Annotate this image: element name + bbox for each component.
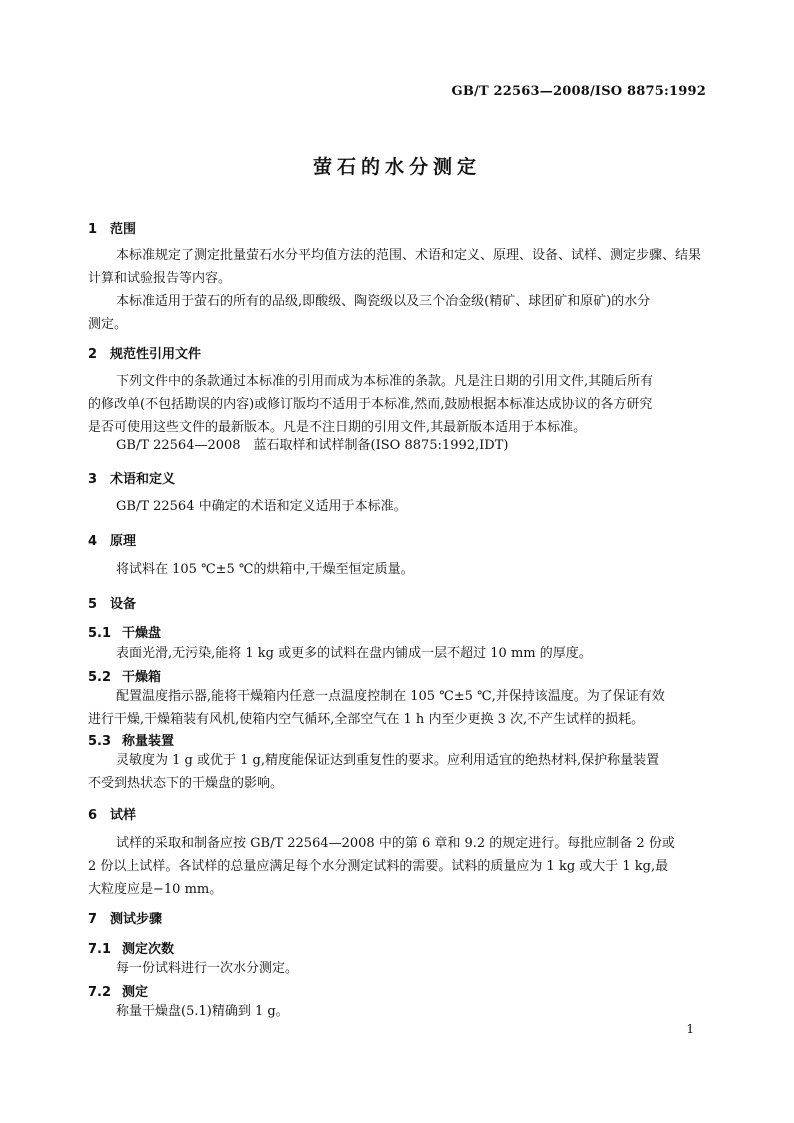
section-4-paragraph	[88, 558, 706, 581]
text-line: 本标准规定了测定批量萤石水分平均值方法的范围、术语和定义、原理、设备、试样、测定步骤、结果	[116, 248, 702, 263]
section-5-2-paragraph	[88, 685, 706, 731]
section-title: 规范性引用文件	[110, 347, 202, 362]
text-line: GB/T 22564 中确定的术语和定义适用于本标准。	[116, 499, 407, 514]
section-number: 7.1	[88, 942, 112, 957]
text-line: 计算和试验报告等内容。	[88, 271, 232, 286]
section-3-paragraph	[88, 495, 706, 518]
section-number: 3	[88, 472, 98, 487]
section-7-1-paragraph	[88, 957, 706, 980]
section-3-heading	[88, 468, 175, 487]
section-title: 原理	[110, 534, 137, 549]
section-title: 范围	[110, 222, 137, 237]
text-line: 表面光滑,无污染,能将 1 kg 或更多的试料在盘内铺成一层不超过 10 mm 的厚度。	[116, 646, 592, 661]
section-number: 2	[88, 347, 98, 362]
section-title: 测定次数	[122, 942, 175, 957]
normative-reference	[88, 434, 706, 457]
section-title: 术语和定义	[110, 472, 176, 487]
section-title: 测定	[122, 985, 149, 1000]
text-line: 试样的采取和制备应按 GB/T 22564—2008 中的第 6 章和 9.2 的规定进行。每批应制备 2 份或	[116, 836, 675, 851]
section-5-2-heading	[88, 666, 161, 685]
section-7-1-heading	[88, 938, 174, 957]
text-line: 2 份以上试样。各试样的总量应满足每个水分测定试料的需要。试料的质量应为 1 kg 或大于 1 kg,最	[88, 859, 669, 874]
section-5-3-paragraph	[88, 749, 706, 795]
text-line: 下列文件中的条款通过本标准的引用而成为本标准的条款。凡是注日期的引用文件,其随后所有	[116, 374, 654, 389]
text-line: 进行干燥,干燥箱装有风机,使箱内空气循环,全部空气在 1 h 内至少更换 3 次,不产生试样的损耗。	[88, 712, 645, 727]
section-6-heading	[88, 804, 136, 823]
text-line: 大粒度应是−10 mm。	[88, 882, 223, 897]
section-5-heading	[88, 593, 136, 612]
section-title: 测试步骤	[110, 912, 163, 927]
text-line: 称量干燥盘(5.1)精确到 1 g。	[116, 1004, 289, 1019]
document-title: 萤石的水分测定	[312, 156, 481, 178]
reference-line: GB/T 22564—2008 蓝石取样和试样制备(ISO 8875:1992,IDT)	[116, 438, 509, 453]
section-1-paragraph-1	[88, 244, 706, 290]
section-5-3-heading	[88, 730, 174, 749]
section-2-paragraph-1	[88, 370, 706, 439]
text-line: 测定。	[88, 317, 128, 332]
section-4-heading	[88, 530, 136, 549]
page-number: 1	[686, 1022, 694, 1036]
section-7-heading	[88, 908, 162, 927]
text-line: 将试料在 105 ℃±5 ℃的烘箱中,干燥至恒定质量。	[116, 562, 414, 577]
section-title: 设备	[110, 597, 137, 612]
section-2-heading	[88, 343, 201, 362]
section-number: 5	[88, 597, 98, 612]
section-7-2-paragraph	[88, 1000, 706, 1023]
section-number: 5.2	[88, 670, 112, 685]
section-5-1-paragraph	[88, 642, 706, 665]
standard-number: GB/T 22563—2008/ISO 8875:1992	[451, 84, 706, 99]
section-6-paragraph	[88, 832, 706, 901]
text-line: 灵敏度为 1 g 或优于 1 g,精度能保证达到重复性的要求。应利用适宜的绝热材料,保护称量装置	[116, 753, 660, 768]
section-number: 1	[88, 222, 98, 237]
section-number: 5.1	[88, 626, 112, 641]
text-line: 本标准适用于萤石的所有的品级,即酸级、陶瓷级以及三个冶金级(精矿、球团矿和原矿)的水分	[116, 294, 651, 309]
section-number: 7	[88, 912, 98, 927]
section-title: 试样	[110, 808, 137, 823]
text-line: 是否可使用这些文件的最新版本。凡是不注日期的引用文件,其最新版本适用于本标准。	[88, 420, 587, 435]
text-line: 每一份试料进行一次水分测定。	[116, 961, 299, 976]
text-line: 不受到热状态下的干燥盘的影响。	[88, 776, 284, 791]
section-title: 干燥盘	[122, 626, 162, 641]
section-7-2-heading	[88, 981, 148, 1000]
section-title: 干燥箱	[122, 670, 162, 685]
section-5-1-heading	[88, 622, 161, 641]
section-number: 6	[88, 808, 98, 823]
section-1-heading	[88, 218, 136, 237]
section-1-paragraph-2	[88, 290, 706, 336]
section-number: 5.3	[88, 734, 112, 749]
text-line: 配置温度指示器,能将干燥箱内任意一点温度控制在 105 ℃±5 ℃,并保持该温度。为了保证有效	[116, 689, 665, 704]
section-number: 7.2	[88, 985, 112, 1000]
section-title: 称量装置	[122, 734, 175, 749]
text-line: 的修改单(不包括勘误的内容)或修订版均不适用于本标准,然而,鼓励根据本标准达成协议的各方研究	[88, 397, 653, 412]
section-number: 4	[88, 534, 98, 549]
